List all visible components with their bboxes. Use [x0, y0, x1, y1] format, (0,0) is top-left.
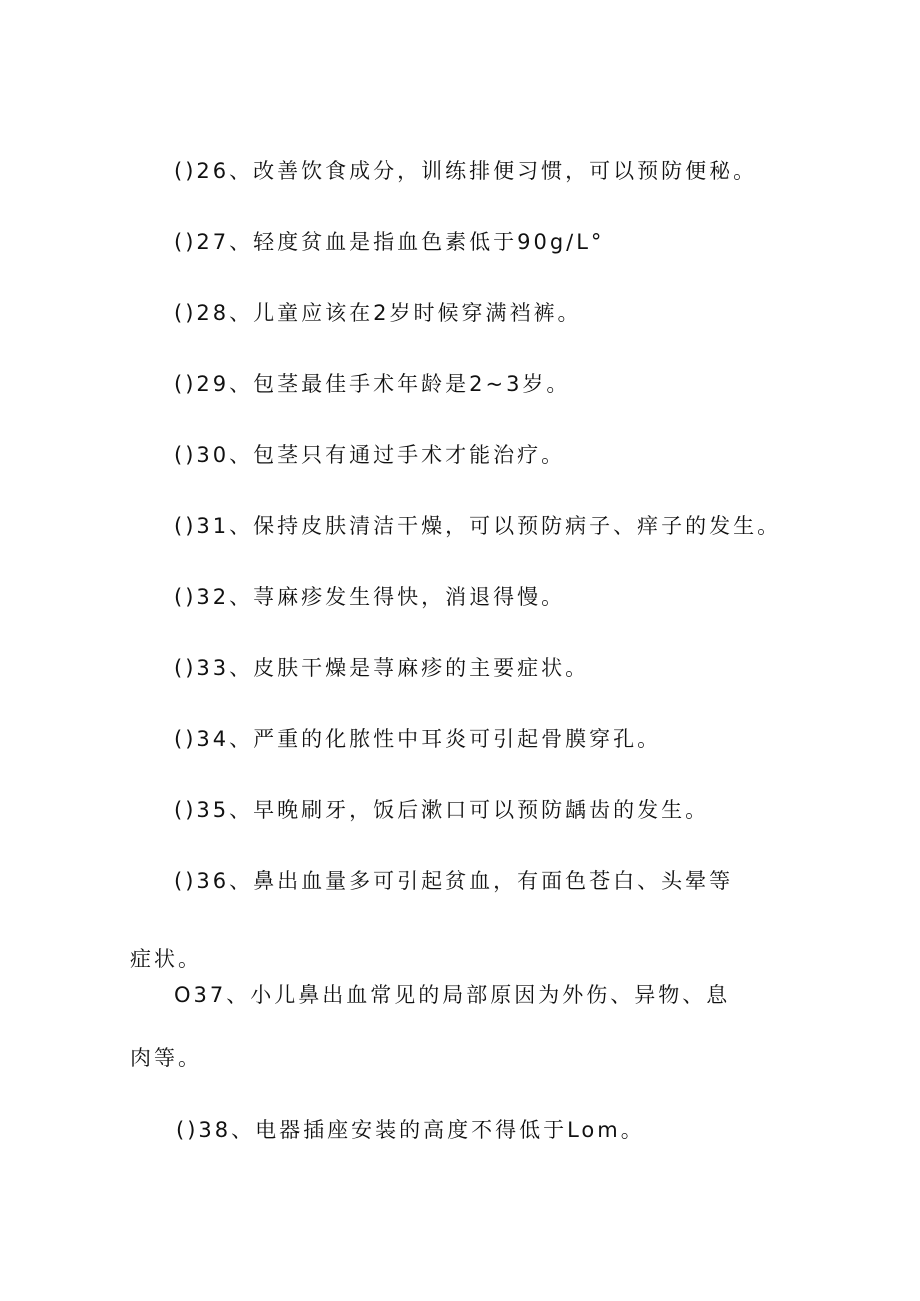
question-36-line-2: 症状。 [130, 947, 202, 971]
question-26: ()26、改善饮食成分，训练排便习惯，可以预防便秘。 [174, 159, 758, 183]
question-28: ()28、儿童应该在2岁时候穿满裆裤。 [174, 301, 582, 325]
question-35: ()35、早晚刷牙，饭后漱口可以预防龋齿的发生。 [174, 798, 710, 822]
question-31: ()31、保持皮肤清洁干燥，可以预防病子、痒子的发生。 [174, 514, 782, 538]
question-30: ()30、包茎只有通过手术才能治疗。 [174, 443, 566, 467]
question-27: ()27、轻度贫血是指血色素低于90g∕L° [174, 230, 605, 254]
question-36-line-1: ()36、鼻出血量多可引起贫血，有面色苍白、头晕等 [174, 869, 734, 893]
question-37-line-2: 肉等。 [130, 1046, 202, 1070]
question-37-line-1: O37、小儿鼻出血常见的局部原因为外伤、异物、息 [174, 983, 731, 1007]
question-34: ()34、严重的化脓性中耳炎可引起骨膜穿孔。 [174, 727, 662, 751]
question-38: ()38、电器插座安装的高度不得低于Lom。 [176, 1118, 645, 1142]
question-32: ()32、荨麻疹发生得快，消退得慢。 [174, 585, 566, 609]
question-29: ()29、包茎最佳手术年龄是2~3岁。 [174, 372, 571, 396]
question-33: ()33、皮肤干燥是荨麻疹的主要症状。 [174, 656, 590, 680]
